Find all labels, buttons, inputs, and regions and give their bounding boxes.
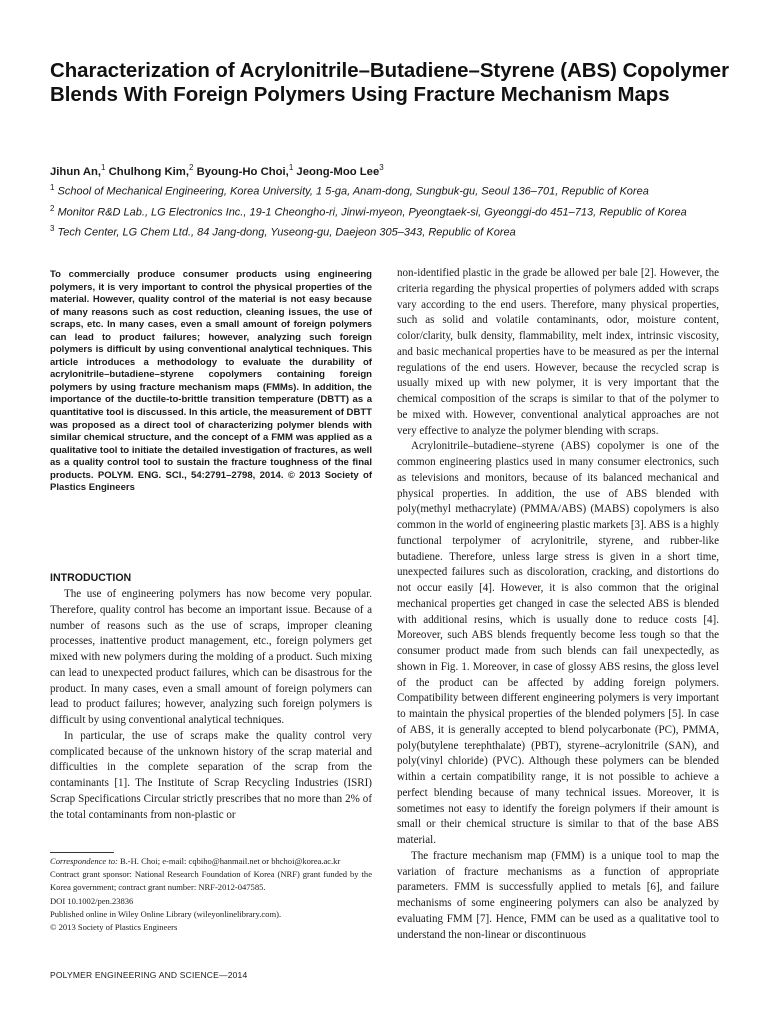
section-heading-introduction: INTRODUCTION [50, 572, 132, 584]
affiliation [50, 221, 730, 242]
correspondence-label: Correspondence to: [50, 856, 118, 866]
abstract-text: To commercially produce consumer products using engineering polymers, it is very important to control the physical properties of the material. However, quality control of the material is not easy because of many reasons such as cost reduction, cleaning issues, the use of scraps, etc. In many cases, even a small amount of foreign polymers can lead to product failures; however, analyzing such foreign polymers is difficult by using conventional analytical techniques. This article introduces a methodology to evaluate the durability of acrylonitrile–butadiene–styrene copolymers containing foreign polymers by using fracture mechanism maps (FMMs). In addition, the importance of the ductile-to-brittle transition temperature (DBTT) as a quantitative tool is discussed. In this article, the measurement of DBTT was proposed as a direct tool of characterizing polymer blends with similar chemical structure, and the concept of a FMM was applied as a qualitative tool to initiate the detailed investigation of fractures, as well as a quality control tool to sustain the fracture toughness of the final products. [50, 269, 373, 481]
author-affil-mark: 1 [101, 163, 106, 172]
affiliation-mark: 2 [50, 203, 55, 213]
body-paragraph: non-identified plastic in the grade be allowed per bale [2]. However, the criteria regarding the physical properties of polymers added with scraps vary according to the end users. Therefore, many physical properties, such as solid and volatile contaminants, odor, moisture content, color/clarity, bulk density, flammability, melt index, intrinsic viscosity, and basic mechanical properties have to be measured as per the internal regulations of the end users. However, because the recycled scrap is usually mixed up with new polymer, it is very important that the chemical composition of the scraps is similar to that of the polymer to be mixed with. However, conventional analytical approaches are not very effective to analyze the polymer blending with scraps. [397, 267, 719, 437]
article-title: Characterization of Acrylonitrile–Butadiene–Styrene (ABS) Copolymer Blends With Foreign Polymers Using Fracture Mechanism Maps [50, 60, 730, 106]
published-note: Published online in Wiley Online Library (wileyonlinelibrary.com). [50, 908, 282, 919]
running-footer: POLYMER ENGINEERING AND SCIENCE—2014 [50, 970, 248, 980]
affiliation [50, 201, 730, 222]
affiliation-text: Monitor R&D Lab., LG Electronics Inc., 19-1 Cheongho-ri, Jinwi-myeon, Pyeongtaek-si, Gyeonggi-do 451–713, Republic of Korea [57, 206, 687, 219]
journal-citation: POLYM. ENG. SCI., 54:2791–2798, 2014. [97, 469, 284, 481]
affiliation-text: School of Mechanical Engineering, Korea University, 1 5-ga, Anam-dong, Sungbuk-gu, Seoul 136–701, Republic of Korea [57, 185, 649, 198]
right-column-body [397, 266, 719, 943]
affiliation-list [50, 180, 730, 242]
affiliation-text: Tech Center, LG Chem Ltd., 84 Jang-dong, Yuseong-gu, Daejeon 305–343, Republic of Korea [57, 226, 516, 239]
footnote-divider [50, 852, 114, 853]
author-affil-mark: 1 [288, 163, 294, 172]
correspondence-text: B.-H. Choi; e-mail: cqbiho@hanmail.net or bhchoi@korea.ac.kr [119, 856, 341, 866]
abstract [50, 269, 372, 495]
author-affil-mark: 3 [379, 163, 384, 172]
left-column-body [50, 587, 372, 823]
body-paragraph: The use of engineering polymers has now become very popular. Therefore, quality control has become an important issue. Because of a number of reasons such as the use of scraps, improper cleaning processes, inattentive product management, etc., foreign polymers get mixed with new polymers during the molding of a product. Such mixing can lead to unexpected product failures, which can be disastrous for the product. In many cases, even a small amount of foreign polymers can lead to product failures; however, analyzing such foreign polymers is difficult by using conventional analytical techniques. [50, 588, 372, 726]
author-name: Jihun An, [50, 165, 102, 178]
author-list [50, 161, 384, 179]
affiliation [50, 180, 730, 201]
correspondence-note [50, 855, 372, 868]
doi-note: DOI 10.1002/pen.23836 [50, 895, 134, 906]
footnotes [50, 855, 372, 934]
author-affil-mark: 2 [188, 163, 194, 172]
affiliation-mark: 3 [50, 224, 55, 234]
author-name: Jeong-Moo Lee [296, 165, 380, 178]
affiliation-mark: 1 [50, 183, 55, 192]
author-name: Byoung-Ho Choi, [196, 165, 289, 178]
body-paragraph: Acrylonitrile–butadiene–styrene (ABS) copolymer is one of the common engineering plastics used in many consumer electronics, such as televisions and monitors, because of its balanced mechanical and physical properties. In addition, the use of ABS blended with poly(methyl methacrylate) (PMMA/ABS) (MABS) copolymers is also common in the world of engineering plastic markets [3]. ABS is a highly functional terpolymer of acrylonitrile, styrene, and rubber-like butadiene. Therefore, unless large stress is given in a short time, unexpected failures such as discoloration, cracking, and distortions do not occur easily [4]. However, it is also common that the original mechanical properties get changed in case the selected ABS is blended with additional resins, which is usually done to reduce costs [4]. Moreover, such ABS blends frequently become less tough so that the consumer product made from such blends can fail unexpectedly, as shown in Fig. 1. Moreover, in case of glossy ABS resins, the gloss level of the product can be affected by adding foreign polymers. Compatibility between different engineering polymers is very important to maintain the physical properties of the blended polymers [5]. In case of ABS, it is generally accepted to blend polycarbonate (PC), PMMA, poly(butylene terephthalate) (PBT), styrene–acrylonitrile (SAN), and poly(vinyl chloride) (PVC). Although these polymers can be blended within a certain compatibility range, it is not possible to achieve a perfect blending because of many technical issues. Moreover, it is sometimes not easy to identify the foreign polymers if their amount is small or their chemical structure is similar to that of the base ABS material. [397, 440, 719, 846]
copyright-note: © 2013 Society of Plastics Engineers [50, 922, 178, 933]
abstract-copyright: © 2013 Society of Plastics Engineers [50, 469, 373, 494]
body-paragraph: In particular, the use of scraps make the quality control very complicated because of the unknown history of the scrap material and difficulties in the complete separation of the scrap from the contaminants [1]. The Institute of Scrap Recycling Industries (ISRI) Scrap Specifications Circular strictly prescribes that no more than 2% of the total contaminants from non-plastic or [50, 729, 372, 821]
body-paragraph: The fracture mechanism map (FMM) is a unique tool to map the variation of fracture mechanisms as a function of appropriate parameters. FMM is successfully applied to metals [6], and failure mechanisms of some engineering polymers can also be analyzed by evaluating FMM [7]. Hence, FMM can be used as a qualitative tool to understand the non-linear or discontinuous [397, 849, 719, 941]
author-name: Chulhong Kim, [108, 165, 189, 178]
grant-note: Contract grant sponsor: National Research Foundation of Korea (NRF) grant funded by the Korea government; contract grant number: NRF-2012-047585. [50, 869, 372, 893]
